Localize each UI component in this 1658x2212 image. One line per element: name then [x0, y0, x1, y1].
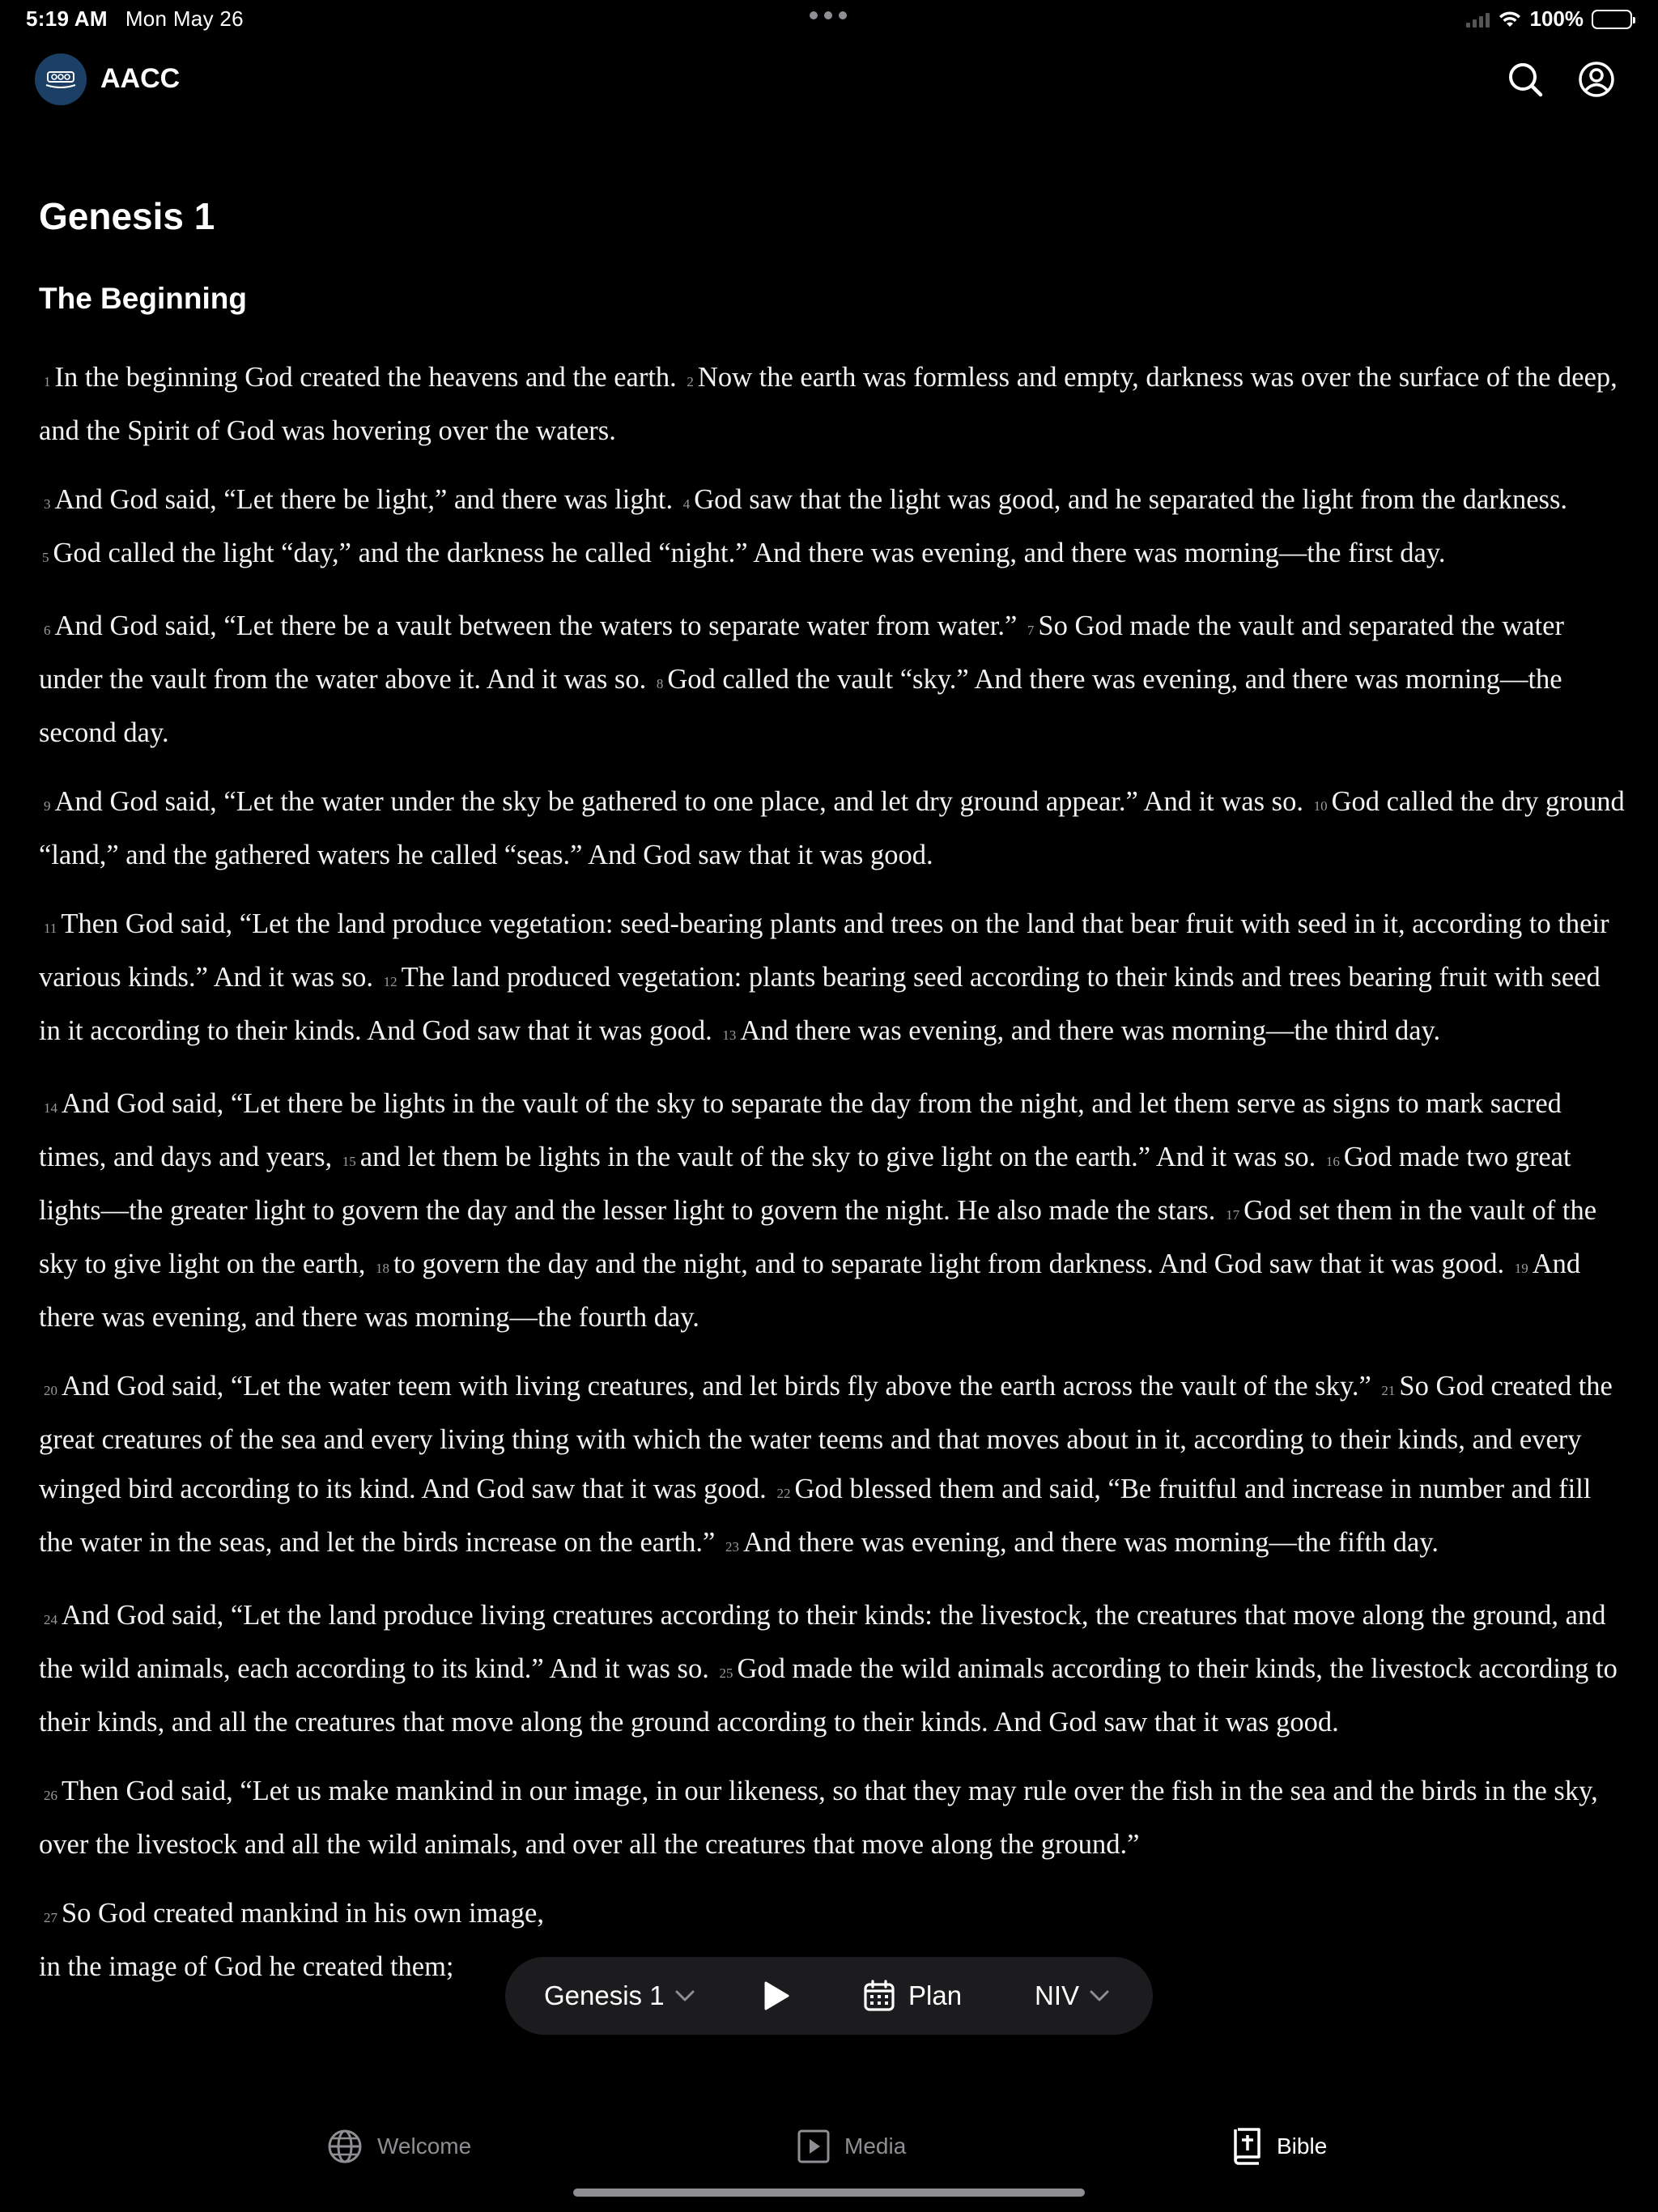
- tab-welcome[interactable]: [327, 2126, 471, 2167]
- verse-text[interactable]: And God said, “Let the land produce living creatures according to their kinds: the livestock, the creatures that move along the ground, and the wild animals, each according to its kind.” And it was so.: [39, 1599, 1606, 1684]
- play-audio-button[interactable]: [763, 1957, 790, 2035]
- verse-number[interactable]: 14: [44, 1100, 57, 1116]
- section-title: The Beginning: [39, 282, 247, 316]
- app-header: [0, 49, 1658, 110]
- verse-number[interactable]: 12: [383, 973, 397, 989]
- verse-number[interactable]: 19: [1514, 1260, 1528, 1276]
- globe-icon: [327, 2129, 363, 2164]
- verse-number[interactable]: 9: [44, 798, 51, 814]
- poetry-line[interactable]: [39, 1889, 1626, 1942]
- tab-bar: [0, 2110, 1658, 2191]
- verse-paragraph: [39, 353, 1626, 456]
- verse-text[interactable]: God called the light “day,” and the darkness he called “night.” And there was evening, and there was morning—the first day.: [53, 537, 1446, 568]
- chapter-text: [39, 353, 1626, 1992]
- verse-text[interactable]: And God said, “Let there be a vault between the waters to separate water from water.”: [54, 610, 1018, 641]
- church-logo-icon[interactable]: [35, 53, 87, 105]
- verse-paragraph: [39, 602, 1626, 758]
- verse-text[interactable]: God set them in the vault of the sky to give light on the earth,: [39, 1194, 1597, 1279]
- plan-button[interactable]: [863, 1957, 962, 2035]
- battery-icon: [1592, 10, 1632, 29]
- wifi-icon: [1498, 11, 1522, 28]
- verse-text[interactable]: And God said, “Let there be light,” and there was light.: [54, 483, 674, 515]
- verse-number[interactable]: 20: [44, 1382, 57, 1398]
- chapter-selector-label: Genesis 1: [544, 1980, 665, 2010]
- verse-text[interactable]: Then God said, “Let the land produce vegetation: seed-bearing plants and trees on the land that bear fruit with seed in it, according to their various kinds.” And it was so.: [39, 908, 1609, 993]
- version-selector-button[interactable]: [1035, 1957, 1110, 2035]
- tab-media-label: Media: [844, 2133, 907, 2159]
- verse-text[interactable]: So God created the great creatures of the sea and every living thing with which the water teems and that moves about in it, according to their kinds, and every winged bird according to its kind. And God saw that it was good.: [39, 1370, 1613, 1504]
- verse-paragraph: [39, 1362, 1626, 1572]
- status-bar: [0, 0, 1658, 39]
- verse-number[interactable]: 25: [719, 1665, 733, 1681]
- verse-number[interactable]: 23: [725, 1538, 739, 1555]
- verse-text[interactable]: God called the dry ground “land,” and the gathered waters he called “seas.” And God saw that it was good.: [39, 785, 1625, 870]
- chevron-down-icon: [674, 1989, 695, 2002]
- verse-number[interactable]: 24: [44, 1611, 57, 1627]
- verse-number[interactable]: 10: [1313, 798, 1328, 814]
- verse-paragraph: [39, 475, 1626, 582]
- verse-number[interactable]: 5: [42, 549, 49, 565]
- verse-text[interactable]: God made the wild animals according to their kinds, the livestock according to their kinds, and all the creatures that move along the ground according to their kinds. And God saw that it was good.: [39, 1653, 1618, 1738]
- reader-toolbar: [505, 1957, 1153, 2035]
- chevron-down-icon: [1089, 1989, 1110, 2002]
- verse-number[interactable]: 8: [656, 675, 664, 691]
- verse-number[interactable]: 17: [1226, 1206, 1240, 1223]
- app-title: AACC: [100, 63, 181, 94]
- tab-welcome-label: Welcome: [377, 2133, 472, 2159]
- multitasking-dots-icon[interactable]: [810, 8, 848, 21]
- verse-text[interactable]: and let them be lights in the vault of the sky to give light on the earth.” And it was so.: [359, 1141, 1316, 1172]
- status-indicators: [1466, 6, 1633, 32]
- chapter-title: Genesis 1: [39, 195, 215, 237]
- verse-paragraph: [39, 1591, 1626, 1747]
- version-label: NIV: [1035, 1980, 1080, 2010]
- verse-number[interactable]: 11: [44, 920, 57, 936]
- verse-text[interactable]: God called the vault “sky.” And there was evening, and there was morning—the second day.: [39, 663, 1562, 748]
- tab-media[interactable]: [797, 2126, 906, 2167]
- status-date: Mon May 26: [125, 6, 244, 31]
- account-button[interactable]: [1577, 60, 1616, 99]
- verse-text[interactable]: The land produced vegetation: plants bearing seed according to their kinds and trees bearing fruit with seed in it according to their kinds. And God saw that it was good.: [39, 961, 1601, 1046]
- verse-text[interactable]: So God made the vault and separated the water under the vault from the water above it. And it was so.: [39, 610, 1564, 695]
- poetry-line-text: in the image of God he created them;: [39, 1950, 454, 1982]
- account-icon: [1577, 60, 1616, 99]
- verse-number[interactable]: 13: [722, 1027, 737, 1043]
- status-time-date: [26, 6, 244, 32]
- home-indicator[interactable]: [573, 2189, 1085, 2197]
- verse-number[interactable]: 15: [342, 1153, 356, 1169]
- verse-text[interactable]: And there was evening, and there was morning—the fourth day.: [39, 1248, 1581, 1333]
- search-button[interactable]: [1506, 60, 1545, 99]
- tab-bible[interactable]: [1233, 2126, 1327, 2167]
- verse-paragraph: [39, 900, 1626, 1060]
- verse-number[interactable]: 1: [44, 373, 51, 389]
- bible-reader[interactable]: [39, 186, 1626, 2105]
- verse-number[interactable]: 4: [682, 496, 691, 512]
- verse-paragraph: [39, 1079, 1626, 1342]
- status-time: 5:19 AM: [26, 6, 108, 31]
- verse-number[interactable]: 2: [687, 373, 694, 389]
- verse-number[interactable]: 21: [1381, 1382, 1396, 1398]
- verse-text[interactable]: Then God said, “Let us make mankind in our image, in our likeness, so that they may rule over the fish in the sea and the birds in the sky, over the livestock and all the wild animals, and over all the creatures that move along the ground.”: [39, 1775, 1598, 1860]
- verse-text[interactable]: God saw that the light was good, and he separated the light from the darkness.: [694, 483, 1568, 515]
- battery-percent: 100%: [1529, 6, 1584, 31]
- verse-text[interactable]: And God said, “Let the water teem with living creatures, and let birds fly above the earth across the vault of the sky.”: [62, 1370, 1371, 1402]
- verse-number[interactable]: 27: [44, 1909, 57, 1925]
- verse-text[interactable]: And God said, “Let there be lights in the vault of the sky to separate the day from the night, and let them serve as signs to mark sacred times, and days and years,: [39, 1087, 1562, 1172]
- verse-number[interactable]: 3: [44, 496, 51, 512]
- verse-paragraph: [39, 777, 1626, 880]
- media-play-icon: [797, 2129, 830, 2164]
- verse-number[interactable]: 22: [776, 1485, 791, 1501]
- verse-text[interactable]: And there was evening, and there was morning—the third day.: [740, 1015, 1441, 1046]
- verse-number[interactable]: 7: [1027, 622, 1035, 638]
- verse-number[interactable]: 16: [1325, 1153, 1340, 1169]
- poetry-line-text: So God created mankind in his own image,: [62, 1897, 544, 1929]
- verse-paragraph: [39, 1767, 1626, 1870]
- verse-text[interactable]: And there was evening, and there was morning—the fifth day.: [742, 1526, 1439, 1558]
- search-icon: [1506, 60, 1545, 99]
- verse-number[interactable]: 26: [44, 1787, 57, 1803]
- verse-number[interactable]: 6: [44, 622, 51, 638]
- verse-text[interactable]: God made two great lights—the greater light to govern the day and the lesser light to govern the night. He also made the stars.: [39, 1141, 1571, 1226]
- verse-text[interactable]: God blessed them and said, “Be fruitful and increase in number and fill the water in the seas, and let the birds increase on the earth.”: [39, 1473, 1592, 1558]
- play-icon: [763, 1980, 790, 2011]
- verse-text[interactable]: And God said, “Let the water under the sky be gathered to one place, and let dry ground appear.” And it was so.: [54, 785, 1303, 817]
- plan-label: Plan: [908, 1980, 963, 2010]
- cellular-signal-icon: [1466, 11, 1490, 28]
- chapter-selector-button[interactable]: [544, 1957, 695, 2035]
- calendar-icon: [863, 1980, 895, 2012]
- verse-text[interactable]: Now the earth was formless and empty, darkness was over the surface of the deep, and the Spirit of God was hovering over the waters.: [39, 361, 1618, 446]
- bible-icon: [1233, 2128, 1262, 2165]
- verse-text[interactable]: In the beginning God created the heavens and the earth.: [54, 361, 677, 393]
- tab-bible-label: Bible: [1277, 2133, 1328, 2159]
- verse-number[interactable]: 18: [376, 1260, 390, 1276]
- verse-text[interactable]: to govern the day and the night, and to separate light from darkness. And God saw that it was good.: [393, 1248, 1505, 1279]
